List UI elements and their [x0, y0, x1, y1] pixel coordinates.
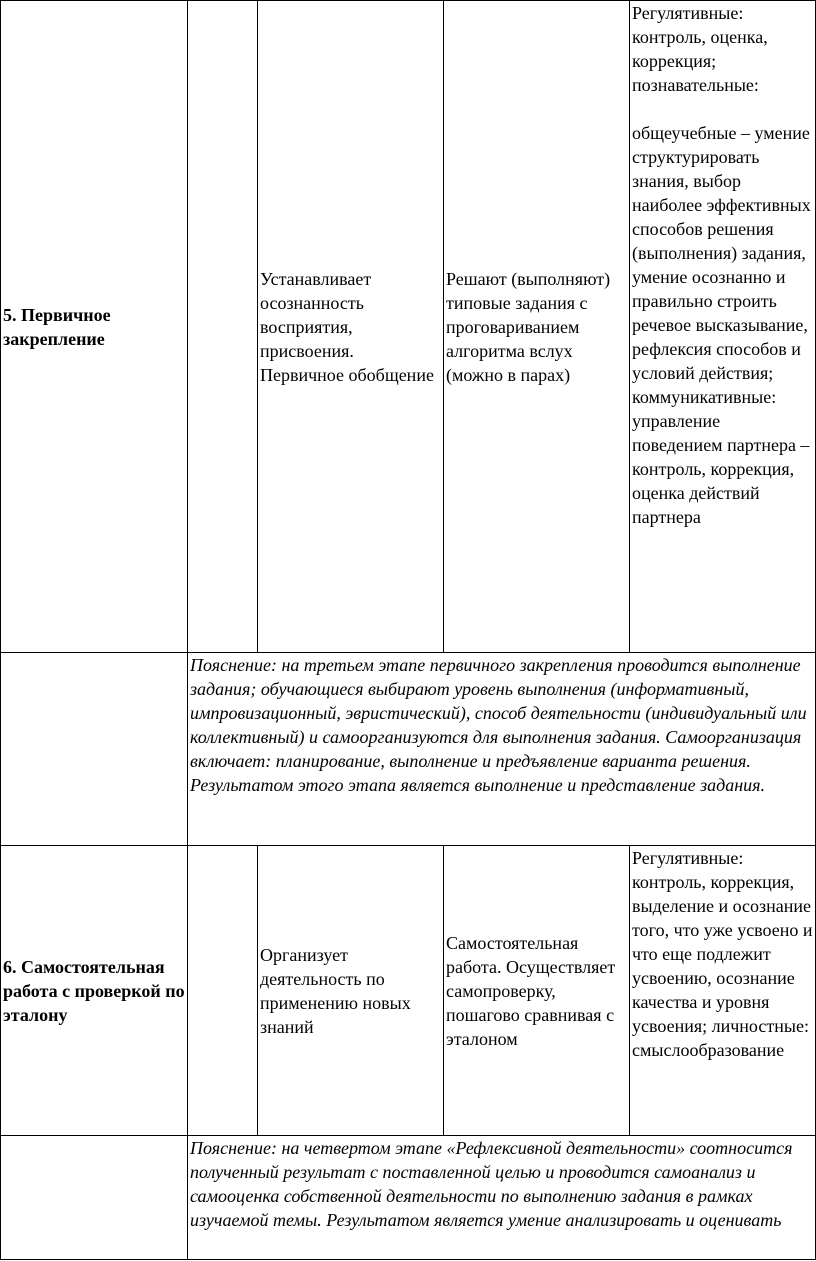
- empty-cell: [1, 1136, 188, 1260]
- uud-text-part2: общеучебные – умение структурировать знания, выбор наиболее эффективных способов решения (выполнения) задания, умение осознанно и правильно строить речевое высказывание, рефлексия способов и условий действия; коммуникативные: управление поведением партнера – контроль, коррекция, оценка действий партнера: [632, 123, 811, 527]
- student-activity-text: Решают (выполняют) типовые задания с проговариванием алгоритма вслух (можно в парах): [446, 268, 611, 385]
- teacher-activity-text: Организует деятельность по применению новых знаний: [260, 944, 411, 1037]
- uud-cell: [630, 846, 816, 1136]
- teacher-activity-text: Устанавливает осознанность восприятия, присвоения. Первичное обобщение: [260, 268, 434, 385]
- empty-cell: [188, 1, 258, 653]
- explanation-cell: [188, 653, 816, 846]
- table-row: [1, 653, 816, 846]
- uud-text: Регулятивные: контроль, коррекция, выделение и осознание того, что уже усвоено и что еще подлежит усвоению, осознание качества и уровня усвоения; личностные: смыслообразование: [632, 848, 813, 1060]
- empty-cell: [1, 653, 188, 846]
- stage-title: 6. Самостоятельная работа с проверкой по эталону: [3, 956, 185, 1025]
- paragraph-gap: [632, 97, 813, 121]
- uud-cell: [630, 1, 816, 653]
- uud-text-part1: Регулятивные: контроль, оценка, коррекция; познавательные:: [632, 3, 768, 95]
- student-activity-cell: [444, 846, 630, 1136]
- table-row: [1, 1, 816, 653]
- teacher-activity-cell: [258, 1, 444, 653]
- student-activity-cell: [444, 1, 630, 653]
- stage-cell: [1, 846, 188, 1136]
- explanation-text: Пояснение: на четвертом этапе «Рефлексивной деятельности» соотносится полученный результат с поставленной целью и проводится самоанализ и самооценка собственной деятельности по выполнению задания в рамках изучаемой темы. Результатом является умение анализировать и оценивать: [190, 1138, 793, 1230]
- student-activity-text: Самостоятельная работа. Осуществляет самопроверку, пошагово сравнивая с эталоном: [446, 932, 616, 1049]
- explanation-cell: [188, 1136, 816, 1260]
- explanation-text: Пояснение: на третьем этапе первичного закрепления проводится выполнение задания; обучающиеся выбирают уровень выполнения (информативный, импровизационный, эвристический), способ деятельности (индивидуальный или коллективный) и самоорганизуются для выполнения задания. Самоорганизация включает: планирование, выполнение и предъявление варианта решения. Результатом этого этапа является выполнение и представление задания.: [190, 655, 807, 795]
- table-row: [1, 846, 816, 1136]
- stage-title: 5. Первичное закрепление: [3, 304, 111, 349]
- teacher-activity-cell: [258, 846, 444, 1136]
- table-row: [1, 1136, 816, 1260]
- empty-cell: [188, 846, 258, 1136]
- stage-cell: [1, 1, 188, 653]
